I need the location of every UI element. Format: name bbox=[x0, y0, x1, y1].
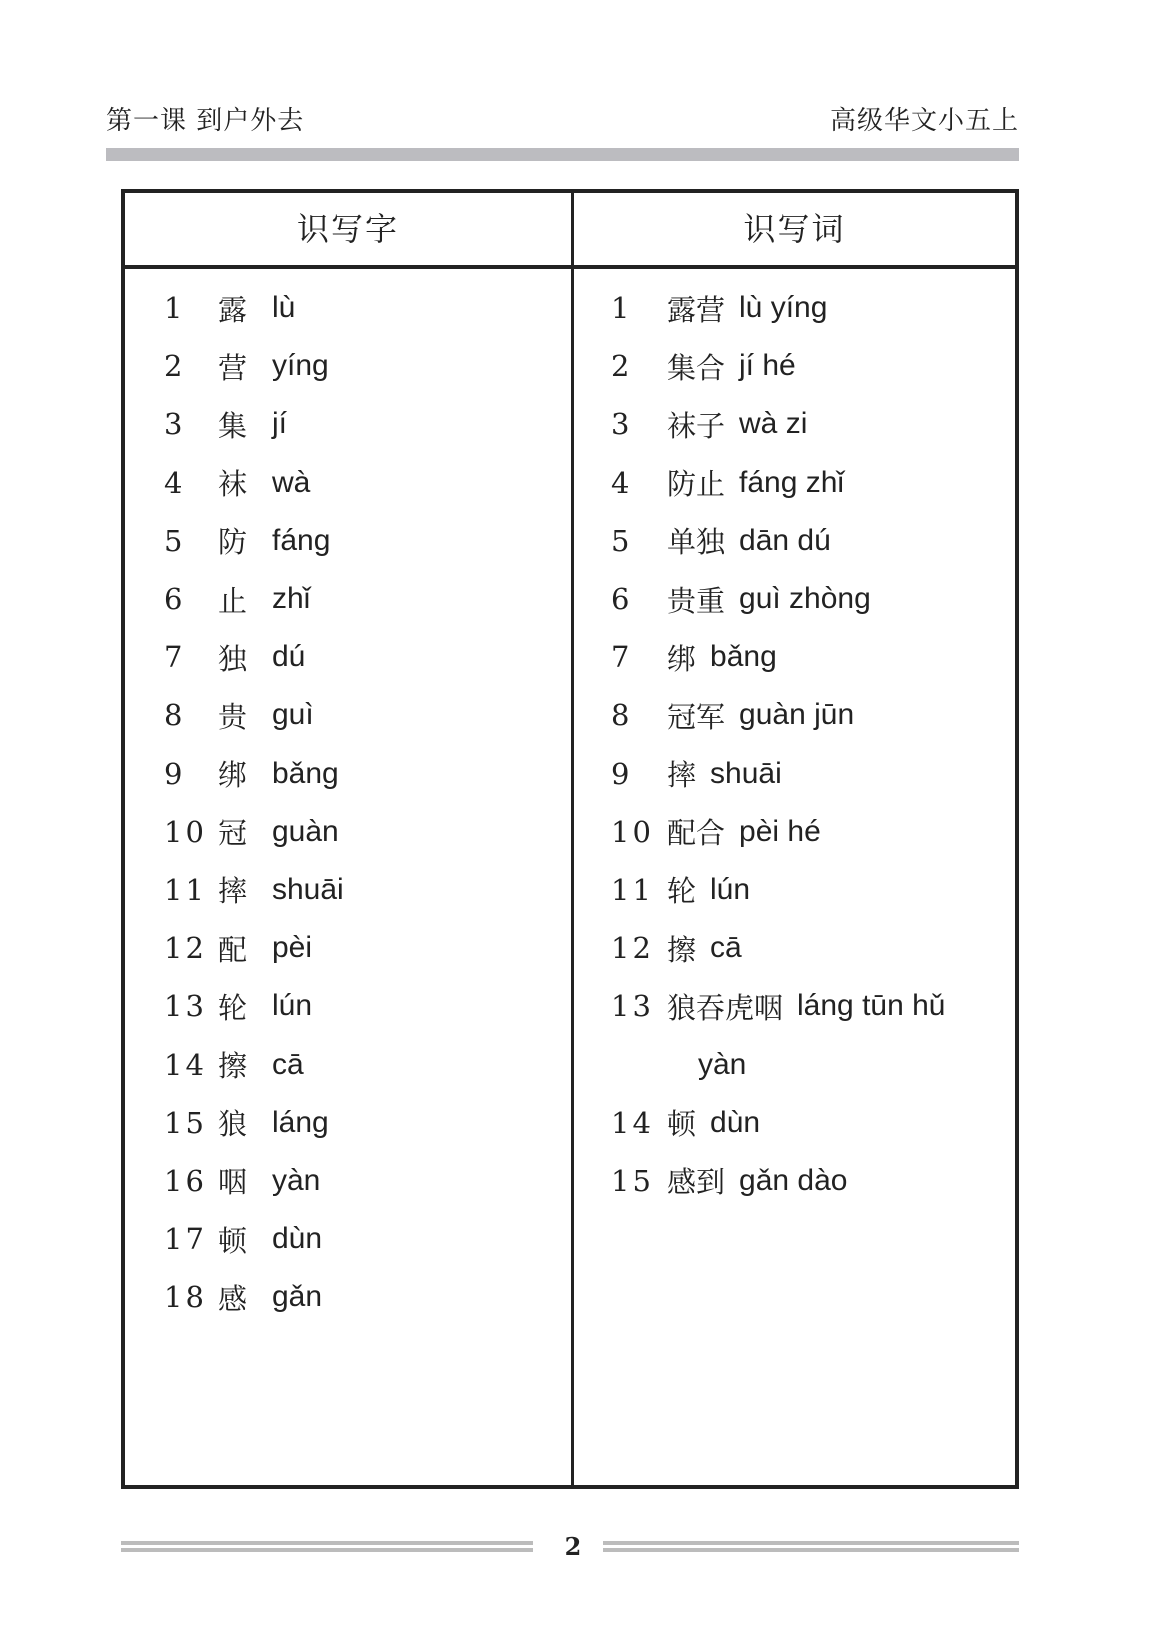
item-number: 14 bbox=[164, 1047, 207, 1082]
item-pinyin: shuāi bbox=[710, 756, 782, 790]
table-row bbox=[574, 1152, 1015, 1210]
table-row bbox=[125, 454, 571, 512]
item-pinyin: lù bbox=[272, 291, 296, 325]
footer-rule-left-top bbox=[121, 1541, 533, 1545]
item-pinyin: zhǐ bbox=[272, 582, 311, 616]
table-row bbox=[125, 1094, 571, 1152]
table-row bbox=[574, 395, 1015, 453]
item-number: 5 bbox=[164, 523, 186, 558]
item-pinyin: dú bbox=[272, 640, 306, 674]
item-hanzi: 感到 bbox=[667, 1165, 726, 1200]
item-number: 15 bbox=[611, 1163, 654, 1198]
page-footer bbox=[121, 1532, 1019, 1562]
item-number: 16 bbox=[164, 1163, 207, 1198]
table-row-continuation bbox=[574, 1035, 1015, 1093]
item-hanzi: 顿 bbox=[218, 1223, 248, 1258]
item-hanzi: 袜子 bbox=[667, 408, 726, 443]
item-hanzi: 防止 bbox=[667, 467, 726, 502]
item-pinyin: bǎng bbox=[272, 756, 339, 790]
item-hanzi: 擦 bbox=[667, 932, 697, 967]
item-number: 7 bbox=[611, 640, 633, 675]
item-pinyin: yàn bbox=[272, 1163, 321, 1197]
item-pinyin: cā bbox=[272, 1047, 304, 1081]
table-row bbox=[125, 279, 571, 337]
table-row bbox=[574, 337, 1015, 395]
item-number: 12 bbox=[611, 931, 654, 966]
item-pinyin: fáng bbox=[272, 523, 331, 557]
item-pinyin: dùn bbox=[710, 1105, 761, 1139]
item-number: 5 bbox=[611, 523, 633, 558]
item-pinyin: lún bbox=[272, 989, 313, 1023]
table-header-row bbox=[125, 193, 1015, 269]
table-row bbox=[125, 861, 571, 919]
vocabulary-table bbox=[121, 189, 1019, 1489]
item-hanzi: 感 bbox=[218, 1281, 248, 1316]
item-pinyin: cā bbox=[710, 931, 742, 965]
item-hanzi: 集 bbox=[218, 408, 248, 443]
footer-rule-right-top bbox=[603, 1541, 1019, 1545]
heading-words: 识写词 bbox=[743, 210, 846, 248]
item-pinyin: guàn jūn bbox=[739, 698, 855, 732]
item-hanzi: 狼 bbox=[218, 1107, 248, 1142]
item-number: 3 bbox=[611, 407, 633, 442]
words-column bbox=[574, 279, 1015, 1210]
item-number: 9 bbox=[164, 756, 186, 791]
table-row bbox=[125, 395, 571, 453]
item-number: 15 bbox=[164, 1105, 207, 1140]
item-hanzi: 绑 bbox=[667, 641, 697, 676]
table-row bbox=[125, 803, 571, 861]
table-row bbox=[125, 1035, 571, 1093]
item-number: 14 bbox=[611, 1105, 654, 1140]
table-row bbox=[125, 337, 571, 395]
item-pinyin-continued: yàn bbox=[698, 1047, 747, 1081]
table-row bbox=[574, 279, 1015, 337]
item-hanzi: 冠 bbox=[218, 816, 248, 851]
header-book-title: 高级华文小五上 bbox=[829, 106, 1019, 136]
item-hanzi: 露 bbox=[218, 292, 248, 327]
item-number: 10 bbox=[164, 814, 207, 849]
table-row bbox=[574, 861, 1015, 919]
item-pinyin: gǎn bbox=[272, 1280, 323, 1314]
item-pinyin: lù yíng bbox=[739, 291, 828, 325]
footer-rule-right-bottom bbox=[603, 1548, 1019, 1552]
item-hanzi: 擦 bbox=[218, 1049, 248, 1084]
table-row bbox=[125, 570, 571, 628]
item-number: 10 bbox=[611, 814, 654, 849]
item-number: 7 bbox=[164, 640, 186, 675]
item-number: 17 bbox=[164, 1222, 207, 1257]
item-hanzi: 独 bbox=[218, 641, 248, 676]
item-number: 6 bbox=[611, 582, 633, 617]
table-row bbox=[125, 1152, 571, 1210]
table-row bbox=[125, 628, 571, 686]
item-hanzi: 单独 bbox=[667, 525, 726, 560]
item-number: 8 bbox=[164, 698, 186, 733]
item-number: 2 bbox=[611, 349, 633, 384]
item-pinyin: gǎn dào bbox=[739, 1163, 848, 1197]
table-row bbox=[574, 919, 1015, 977]
item-hanzi: 顿 bbox=[667, 1107, 697, 1142]
item-hanzi: 止 bbox=[218, 583, 248, 618]
item-number: 2 bbox=[164, 349, 186, 384]
table-row bbox=[125, 1268, 571, 1326]
item-pinyin: yíng bbox=[272, 349, 329, 383]
item-pinyin: guì bbox=[272, 698, 314, 732]
item-hanzi: 袜 bbox=[218, 467, 248, 502]
item-number: 9 bbox=[611, 756, 633, 791]
item-hanzi: 冠军 bbox=[667, 699, 726, 734]
item-pinyin: bǎng bbox=[710, 640, 777, 674]
item-pinyin: wà zi bbox=[739, 407, 808, 441]
item-hanzi: 配合 bbox=[667, 816, 726, 851]
item-hanzi: 配 bbox=[218, 932, 248, 967]
item-number: 13 bbox=[611, 989, 654, 1024]
item-hanzi: 摔 bbox=[218, 874, 248, 909]
heading-characters: 识写字 bbox=[296, 210, 399, 248]
table-row bbox=[125, 1210, 571, 1268]
table-row bbox=[125, 977, 571, 1035]
item-number: 11 bbox=[164, 872, 207, 907]
table-row bbox=[125, 745, 571, 803]
item-pinyin: shuāi bbox=[272, 872, 344, 906]
header-lesson-title: 第一课 到户外去 bbox=[106, 106, 305, 136]
table-row bbox=[574, 454, 1015, 512]
table-row bbox=[574, 512, 1015, 570]
page-number: 2 bbox=[564, 1532, 582, 1561]
item-number: 13 bbox=[164, 989, 207, 1024]
item-number: 3 bbox=[164, 407, 186, 442]
item-pinyin: guì zhòng bbox=[739, 582, 871, 616]
item-pinyin: dùn bbox=[272, 1222, 323, 1256]
footer-rule-left-bottom bbox=[121, 1548, 533, 1552]
item-hanzi: 贵 bbox=[218, 699, 248, 734]
table-row bbox=[574, 803, 1015, 861]
table-row bbox=[574, 745, 1015, 803]
item-hanzi: 贵重 bbox=[667, 583, 726, 618]
table-row bbox=[125, 919, 571, 977]
item-hanzi: 营 bbox=[218, 350, 248, 385]
item-pinyin: pèi hé bbox=[739, 814, 821, 848]
item-hanzi: 集合 bbox=[667, 350, 726, 385]
item-pinyin: fáng zhǐ bbox=[739, 465, 845, 499]
item-pinyin: jí hé bbox=[739, 349, 796, 383]
item-hanzi: 咽 bbox=[218, 1165, 248, 1200]
item-pinyin: dān dú bbox=[739, 523, 831, 557]
characters-column bbox=[125, 279, 571, 1326]
item-number: 8 bbox=[611, 698, 633, 733]
item-pinyin: wà bbox=[272, 465, 311, 499]
item-hanzi: 露营 bbox=[667, 292, 726, 327]
table-row bbox=[574, 977, 1015, 1035]
item-number: 4 bbox=[164, 465, 186, 500]
item-pinyin: láng bbox=[272, 1105, 329, 1139]
item-number: 6 bbox=[164, 582, 186, 617]
table-row bbox=[125, 512, 571, 570]
item-hanzi: 防 bbox=[218, 525, 248, 560]
item-number: 4 bbox=[611, 465, 633, 500]
item-hanzi: 轮 bbox=[667, 874, 697, 909]
item-number: 12 bbox=[164, 931, 207, 966]
table-row bbox=[574, 570, 1015, 628]
table-row bbox=[574, 1094, 1015, 1152]
item-hanzi: 轮 bbox=[218, 990, 248, 1025]
item-number: 1 bbox=[611, 291, 633, 326]
table-row bbox=[574, 686, 1015, 744]
item-pinyin: guàn bbox=[272, 814, 339, 848]
item-hanzi: 狼吞虎咽 bbox=[667, 990, 784, 1025]
item-pinyin: pèi bbox=[272, 931, 313, 965]
item-pinyin: jí bbox=[272, 407, 287, 441]
item-hanzi: 绑 bbox=[218, 758, 248, 793]
item-number: 1 bbox=[164, 291, 186, 326]
table-row bbox=[125, 686, 571, 744]
table-row bbox=[574, 628, 1015, 686]
item-hanzi: 摔 bbox=[667, 758, 697, 793]
item-pinyin: láng tūn hǔ bbox=[797, 989, 946, 1023]
header-divider-bar bbox=[106, 148, 1019, 161]
item-number: 11 bbox=[611, 872, 654, 907]
item-pinyin: lún bbox=[710, 872, 751, 906]
item-number: 18 bbox=[164, 1280, 207, 1315]
